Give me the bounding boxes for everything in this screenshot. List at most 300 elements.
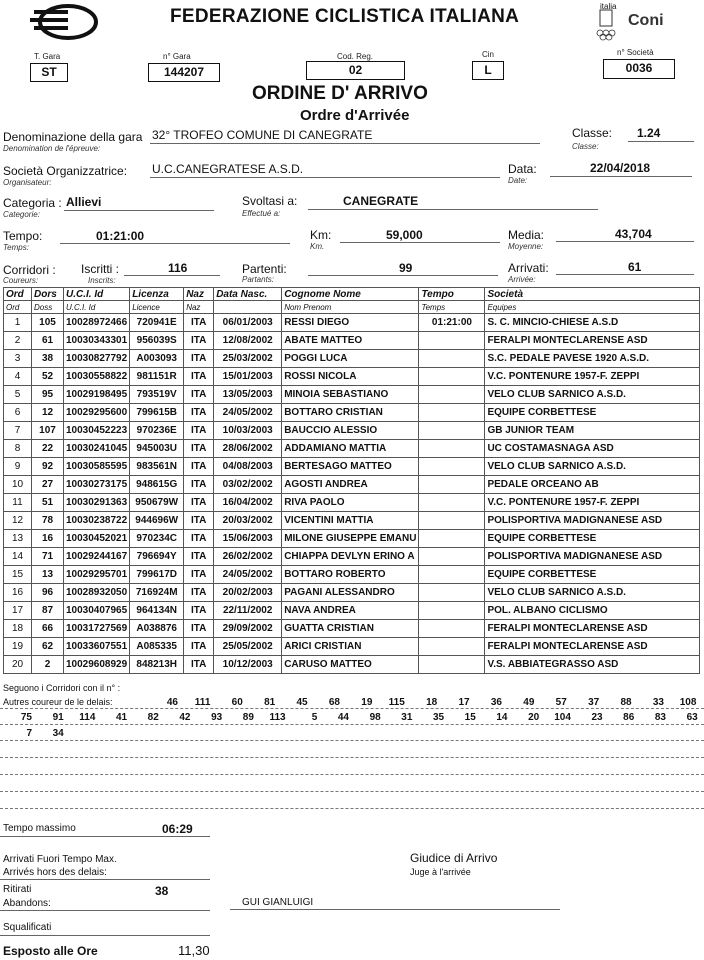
table-cell: 16 — [32, 530, 64, 548]
table-row — [4, 494, 700, 512]
giudice-label: Giudice di Arrivo — [410, 851, 498, 865]
esposto-value: 11,30 — [178, 943, 210, 958]
table-cell: 10028932050 — [64, 584, 130, 602]
squal-label: Squalificati — [3, 922, 52, 933]
table-cell: ITA — [184, 620, 214, 638]
table-cell: 948615G — [130, 476, 184, 494]
table-cell: 18 — [4, 620, 32, 638]
table-cell — [419, 512, 485, 530]
table-cell: EQUIPE CORBETTESE — [485, 566, 700, 584]
table-cell: ITA — [184, 584, 214, 602]
table-row — [4, 404, 700, 422]
table-row — [4, 638, 700, 656]
table-cell: 96 — [32, 584, 64, 602]
table-cell: 95 — [32, 386, 64, 404]
table-cell: VELO CLUB SARNICO A.S.D. — [485, 458, 700, 476]
table-cell — [419, 368, 485, 386]
table-cell: V.C. PONTENURE 1957-F. ZEPPI — [485, 494, 700, 512]
n-societa-box: 0036 — [603, 59, 675, 79]
bib-number: 36 — [490, 697, 502, 708]
table-cell: 03/02/2002 — [214, 476, 282, 494]
table-row — [4, 332, 700, 350]
sub-tempo: Temps — [419, 301, 485, 314]
table-cell: 10030452021 — [64, 530, 130, 548]
table-cell: 2 — [32, 656, 64, 674]
table-cell — [419, 386, 485, 404]
table-cell: 10029198495 — [64, 386, 130, 404]
bib-number: 5 — [311, 712, 318, 723]
table-cell: 3 — [4, 350, 32, 368]
table-cell: 10030241045 — [64, 440, 130, 458]
table-cell: 107 — [32, 422, 64, 440]
table-cell: 29/09/2002 — [214, 620, 282, 638]
fuori-sub: Arrivés hors des delais: — [3, 867, 107, 878]
sub-nome: Nom Prenom — [282, 301, 419, 314]
table-cell: 964134N — [130, 602, 184, 620]
ritirati-label: Ritirati — [3, 884, 32, 895]
bib-number: 89 — [242, 712, 254, 723]
table-cell — [419, 566, 485, 584]
table-cell: 799615B — [130, 404, 184, 422]
table-row — [4, 440, 700, 458]
table-cell: 944696W — [130, 512, 184, 530]
table-cell: ITA — [184, 368, 214, 386]
bib-number: 42 — [179, 712, 191, 723]
table-cell: 12 — [32, 404, 64, 422]
part-label: Partenti: — [242, 262, 287, 276]
table-cell: 16 — [4, 584, 32, 602]
sub-dors: Doss — [32, 301, 64, 314]
table-cell: 848213H — [130, 656, 184, 674]
table-cell: 970234C — [130, 530, 184, 548]
table-cell: 10029608929 — [64, 656, 130, 674]
classe-sub: Classe: — [572, 142, 599, 151]
svolt-value: CANEGRATE — [343, 194, 419, 208]
table-cell: 796694Y — [130, 548, 184, 566]
table-cell: 01:21:00 — [419, 314, 485, 332]
giudice-value: GUI GIANLUIGI — [242, 897, 314, 908]
bib-number: 60 — [231, 697, 243, 708]
table-row — [4, 350, 700, 368]
table-cell: 10/12/2003 — [214, 656, 282, 674]
table-cell: 19 — [4, 638, 32, 656]
coni-logo — [594, 2, 694, 46]
iscr-value: 116 — [168, 261, 188, 275]
bib-number: 86 — [623, 712, 635, 723]
table-cell: A003093 — [130, 350, 184, 368]
table-cell: MILONE GIUSEPPE EMANU — [282, 530, 419, 548]
table-row — [4, 476, 700, 494]
table-cell: CHIAPPA DEVLYN ERINO A — [282, 548, 419, 566]
sub-licenza: Licence — [130, 301, 184, 314]
table-cell: 22/11/2002 — [214, 602, 282, 620]
part-value: 99 — [399, 261, 413, 275]
col-naz: Naz — [184, 288, 214, 301]
table-cell: FERALPI MONTECLARENSE ASD — [485, 620, 700, 638]
bib-number: 114 — [79, 712, 96, 723]
table-cell: 87 — [32, 602, 64, 620]
table-cell: 10 — [4, 476, 32, 494]
table-cell: EQUIPE CORBETTESE — [485, 404, 700, 422]
arr-label: Arrivati: — [508, 261, 549, 275]
table-cell: 10029295701 — [64, 566, 130, 584]
table-cell: VICENTINI MATTIA — [282, 512, 419, 530]
col-tempo: Tempo — [419, 288, 485, 301]
table-cell: 15/06/2003 — [214, 530, 282, 548]
table-cell: 66 — [32, 620, 64, 638]
corr-label: Corridori : — [3, 263, 56, 277]
bib-number: 88 — [620, 697, 632, 708]
bib-number: 7 — [26, 728, 32, 739]
table-cell: 13 — [4, 530, 32, 548]
bib-number: 75 — [20, 712, 32, 723]
bib-number: 15 — [464, 712, 476, 723]
bib-number: 23 — [591, 712, 603, 723]
federation-title: FEDERAZIONE CICLISTICA ITALIANA — [170, 6, 520, 27]
table-cell: 24/05/2002 — [214, 404, 282, 422]
sub-ord: Ord — [4, 301, 32, 314]
esposto-label: Esposto alle Ore — [3, 944, 98, 958]
table-cell: 20/03/2002 — [214, 512, 282, 530]
bib-number: 91 — [52, 712, 64, 723]
table-cell: ITA — [184, 494, 214, 512]
table-cell: BOTTARO CRISTIAN — [282, 404, 419, 422]
table-cell: VELO CLUB SARNICO A.S.D. — [485, 584, 700, 602]
table-cell: 14 — [4, 548, 32, 566]
sub-uci: U.C.I. Id — [64, 301, 130, 314]
soc-value: U.C.CANEGRATESE A.S.D. — [152, 162, 304, 176]
table-cell: CARUSO MATTEO — [282, 656, 419, 674]
cin-box: L — [472, 61, 504, 80]
table-cell: GB JUNIOR TEAM — [485, 422, 700, 440]
table-cell: 10033607551 — [64, 638, 130, 656]
table-cell: ITA — [184, 386, 214, 404]
table-cell: POGGI LUCA — [282, 350, 419, 368]
bib-number: 44 — [337, 712, 349, 723]
bib-number: 68 — [328, 697, 340, 708]
media-sub: Moyenne: — [508, 242, 544, 251]
table-cell: 950679W — [130, 494, 184, 512]
col-licenza: Licenza — [130, 288, 184, 301]
table-cell: 10031727569 — [64, 620, 130, 638]
corr-sub: Coureurs: — [3, 276, 39, 285]
table-cell: 10030558822 — [64, 368, 130, 386]
table-row — [4, 368, 700, 386]
table-row — [4, 530, 700, 548]
table-cell: 10030407965 — [64, 602, 130, 620]
bib-number: 93 — [211, 712, 223, 723]
t-gara-label: T. Gara — [34, 52, 61, 61]
table-cell — [419, 656, 485, 674]
bib-number: 46 — [166, 697, 178, 708]
table-cell: ITA — [184, 602, 214, 620]
table-cell: 25/05/2002 — [214, 638, 282, 656]
table-cell: ABATE MATTEO — [282, 332, 419, 350]
bib-number: 57 — [555, 697, 567, 708]
table-cell: FERALPI MONTECLARENSE ASD — [485, 638, 700, 656]
table-cell: ITA — [184, 548, 214, 566]
table-cell: ITA — [184, 458, 214, 476]
abandons-label: Abandons: — [3, 898, 51, 909]
table-row — [4, 314, 700, 332]
table-cell: ROSSI NICOLA — [282, 368, 419, 386]
cat-value: Allievi — [66, 195, 102, 209]
n-gara-box: 144207 — [148, 63, 220, 82]
table-cell: 8 — [4, 440, 32, 458]
table-cell: 10030238722 — [64, 512, 130, 530]
km-value: 59,000 — [386, 228, 423, 242]
table-row — [4, 548, 700, 566]
table-cell: V.S. ABBIATEGRASSO ASD — [485, 656, 700, 674]
table-cell: A085335 — [130, 638, 184, 656]
cin-label: Cin — [482, 50, 495, 59]
table-cell: 10028972466 — [64, 314, 130, 332]
tempo-sub: Temps: — [3, 243, 29, 252]
table-cell — [419, 638, 485, 656]
sub-societa: Equipes — [485, 301, 700, 314]
bib-number: 115 — [388, 697, 405, 708]
table-cell: ITA — [184, 332, 214, 350]
table-cell: A038876 — [130, 620, 184, 638]
media-label: Media: — [508, 228, 545, 242]
table-cell: UC COSTAMASNAGA ASD — [485, 440, 700, 458]
others-label-1: Seguono i Corridori con il n° : — [3, 683, 121, 693]
table-cell: 793519V — [130, 386, 184, 404]
bib-number: 63 — [686, 712, 698, 723]
svolt-sub: Effectué a: — [242, 209, 281, 218]
table-cell: 12/08/2002 — [214, 332, 282, 350]
table-cell: ADDAMIANO MATTIA — [282, 440, 419, 458]
table-cell: 10030343301 — [64, 332, 130, 350]
table-cell: 716924M — [130, 584, 184, 602]
table-cell: 2 — [4, 332, 32, 350]
page-title: ORDINE D' ARRIVO — [252, 83, 428, 104]
bib-number: 31 — [401, 712, 413, 723]
coni-small-text: italia — [600, 2, 617, 11]
n-societa-label: n° Società — [617, 48, 654, 57]
soc-label: Società Organizzatrice: — [3, 164, 128, 178]
table-cell: ITA — [184, 512, 214, 530]
table-cell: 10030452223 — [64, 422, 130, 440]
classe-value: 1.24 — [637, 126, 661, 140]
table-cell: 799617D — [130, 566, 184, 584]
table-row — [4, 422, 700, 440]
table-cell — [419, 548, 485, 566]
table-cell — [419, 530, 485, 548]
iscr-label: Iscritti : — [81, 262, 119, 276]
table-cell — [419, 602, 485, 620]
table-cell: 983561N — [130, 458, 184, 476]
cat-sub: Categorie: — [3, 210, 40, 219]
table-cell: S.C. PEDALE PAVESE 1920 A.S.D. — [485, 350, 700, 368]
table-cell: 62 — [32, 638, 64, 656]
table-cell: ITA — [184, 656, 214, 674]
table-cell: 15 — [4, 566, 32, 584]
table-cell: 12 — [4, 512, 32, 530]
table-cell: 10030273175 — [64, 476, 130, 494]
table-cell: 11 — [4, 494, 32, 512]
table-cell: POLISPORTIVA MADIGNANESE ASD — [485, 548, 700, 566]
bib-number: 81 — [264, 697, 276, 708]
table-cell — [419, 350, 485, 368]
km-sub: Km. — [310, 242, 325, 251]
sub-naz: Naz — [184, 301, 214, 314]
table-cell: ITA — [184, 530, 214, 548]
arr-sub: Arrivée: — [508, 275, 536, 284]
col-ord: Ord — [4, 288, 32, 301]
table-cell — [419, 440, 485, 458]
table-cell: 71 — [32, 548, 64, 566]
bib-number: 49 — [523, 697, 535, 708]
table-cell: 25/03/2002 — [214, 350, 282, 368]
table-cell: ITA — [184, 404, 214, 422]
table-cell: 24/05/2002 — [214, 566, 282, 584]
table-cell: 720941E — [130, 314, 184, 332]
table-cell: ITA — [184, 476, 214, 494]
bib-number: 41 — [115, 712, 128, 723]
bib-number: 19 — [361, 697, 373, 708]
table-cell: ITA — [184, 440, 214, 458]
table-cell — [419, 584, 485, 602]
table-cell — [419, 458, 485, 476]
bib-number: 98 — [369, 712, 381, 723]
table-cell: 13/05/2003 — [214, 386, 282, 404]
table-row — [4, 512, 700, 530]
tempo-label: Tempo: — [3, 229, 43, 243]
denom-sub: Denomination de l'épreuve: — [3, 144, 101, 153]
table-cell: 10030291363 — [64, 494, 130, 512]
table-cell: 06/01/2003 — [214, 314, 282, 332]
bib-number: 83 — [654, 712, 666, 723]
table-cell: S. C. MINCIO-CHIESE A.S.D — [485, 314, 700, 332]
table-cell: 15/01/2003 — [214, 368, 282, 386]
col-data: Data Nasc. — [214, 288, 282, 301]
table-cell: 945003U — [130, 440, 184, 458]
t-gara-box: ST — [30, 63, 68, 82]
table-cell: 13 — [32, 566, 64, 584]
table-cell: 956039S — [130, 332, 184, 350]
table-cell: PAGANI ALESSANDRO — [282, 584, 419, 602]
table-cell: RIVA PAOLO — [282, 494, 419, 512]
table-cell: 52 — [32, 368, 64, 386]
table-cell: 61 — [32, 332, 64, 350]
table-cell: 9 — [4, 458, 32, 476]
svolt-label: Svoltasi a: — [242, 194, 298, 208]
table-row — [4, 602, 700, 620]
bib-number: 20 — [528, 712, 540, 723]
table-cell: VELO CLUB SARNICO A.S.D. — [485, 386, 700, 404]
table-cell: 970236E — [130, 422, 184, 440]
table-cell: 22 — [32, 440, 64, 458]
data-label: Data: — [508, 162, 537, 176]
bib-number: 108 — [679, 697, 697, 708]
table-cell: 20/02/2003 — [214, 584, 282, 602]
table-cell — [419, 332, 485, 350]
table-cell: MINOIA SEBASTIANO — [282, 386, 419, 404]
arr-value: 61 — [628, 260, 642, 274]
table-row — [4, 386, 700, 404]
bib-number: 111 — [194, 697, 211, 708]
data-value: 22/04/2018 — [590, 161, 651, 175]
table-cell: 10030585595 — [64, 458, 130, 476]
bib-number: 113 — [269, 712, 286, 723]
bib-number: 33 — [652, 697, 664, 708]
table-cell: 92 — [32, 458, 64, 476]
table-cell: 17 — [4, 602, 32, 620]
page-subtitle: Ordre d'Arrivée — [300, 107, 410, 124]
table-cell: 51 — [32, 494, 64, 512]
table-cell: RESSI DIEGO — [282, 314, 419, 332]
col-dors: Dors — [32, 288, 64, 301]
soc-sub: Organisateur: — [3, 178, 52, 187]
table-cell: 105 — [32, 314, 64, 332]
media-value: 43,704 — [615, 227, 652, 241]
others-label-2: Autres coureur de le delais: — [3, 697, 113, 707]
tempo-max-value: 06:29 — [162, 822, 193, 836]
table-cell: 6 — [4, 404, 32, 422]
table-cell: 28/06/2002 — [214, 440, 282, 458]
table-cell: V.C. PONTENURE 1957-F. ZEPPI — [485, 368, 700, 386]
table-cell: ITA — [184, 566, 214, 584]
table-row — [4, 656, 700, 674]
table-cell — [419, 476, 485, 494]
table-cell: AGOSTI ANDREA — [282, 476, 419, 494]
bib-number: 104 — [554, 712, 571, 723]
bib-number: 14 — [496, 712, 508, 723]
fuori-label: Arrivati Fuori Tempo Max. — [3, 854, 117, 865]
km-label: Km: — [310, 228, 332, 242]
table-cell — [419, 422, 485, 440]
denom-value: 32° TROFEO COMUNE DI CANEGRATE — [152, 128, 373, 142]
table-cell: ARICI CRISTIAN — [282, 638, 419, 656]
ritirati-value: 38 — [155, 884, 169, 898]
denom-label: Denominazione della gara — [3, 130, 143, 144]
table-cell: 20 — [4, 656, 32, 674]
table-row — [4, 458, 700, 476]
table-cell: 7 — [4, 422, 32, 440]
table-cell: 78 — [32, 512, 64, 530]
table-cell: ITA — [184, 314, 214, 332]
table-cell: 10030827792 — [64, 350, 130, 368]
table-cell — [419, 494, 485, 512]
bib-number: 34 — [52, 728, 64, 739]
table-cell: 04/08/2003 — [214, 458, 282, 476]
table-cell: 10029295600 — [64, 404, 130, 422]
n-gara-label: n° Gara — [163, 52, 191, 61]
table-cell: 16/04/2002 — [214, 494, 282, 512]
bib-number: 35 — [432, 712, 445, 723]
table-row — [4, 566, 700, 584]
table-row — [4, 584, 700, 602]
table-cell: 26/02/2002 — [214, 548, 282, 566]
cod-reg-label: Cod. Reg. — [337, 52, 374, 61]
table-cell: ITA — [184, 422, 214, 440]
table-cell: FERALPI MONTECLARENSE ASD — [485, 332, 700, 350]
sub-data — [214, 301, 282, 314]
table-subheader-row — [4, 301, 700, 314]
table-cell: NAVA ANDREA — [282, 602, 419, 620]
table-cell: EQUIPE CORBETTESE — [485, 530, 700, 548]
bib-number: 17 — [458, 697, 470, 708]
table-cell: 10029244167 — [64, 548, 130, 566]
table-cell: 5 — [4, 386, 32, 404]
data-sub: Date: — [508, 176, 528, 185]
table-cell: 38 — [32, 350, 64, 368]
table-cell: 4 — [4, 368, 32, 386]
table-cell: 10/03/2003 — [214, 422, 282, 440]
table-cell: BAUCCIO ALESSIO — [282, 422, 419, 440]
results-table — [3, 287, 700, 674]
